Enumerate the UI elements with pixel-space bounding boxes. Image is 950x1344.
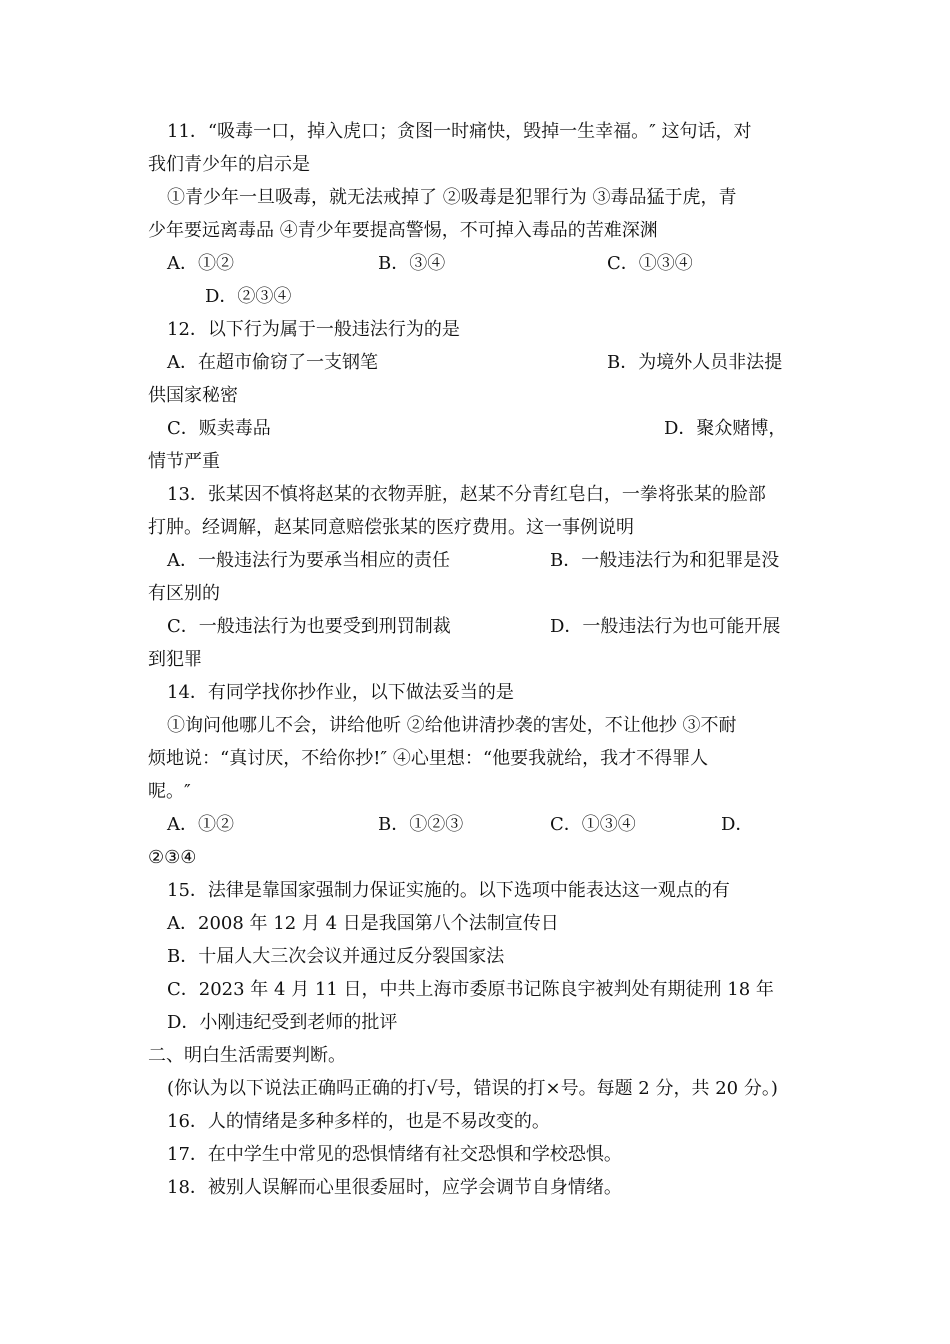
q14-statements-line1: ①询问他哪儿不会，讲给他听 ②给他讲清抄袭的害处，不让他抄 ③不耐 bbox=[167, 715, 737, 736]
q12-option-b-line1: B．为境外人员非法提 bbox=[607, 352, 783, 373]
section2-heading: 二、明白生活需要判断。 bbox=[148, 1045, 346, 1066]
q13-option-d-line2: 到犯罪 bbox=[148, 649, 202, 670]
q15-option-a: A．2008 年 12 月 4 日是我国第八个法制宣传日 bbox=[167, 913, 559, 934]
q13-option-b-line2: 有区别的 bbox=[148, 583, 220, 604]
q15-option-b: B．十届人大三次会议并通过反分裂国家法 bbox=[167, 946, 505, 967]
q14-stem: 14．有同学找你抄作业，以下做法妥当的是 bbox=[167, 682, 514, 703]
q13-stem-line1: 13．张某因不慎将赵某的衣物弄脏，赵某不分青红皂白，一拳将张某的脸部 bbox=[167, 484, 766, 505]
q12-option-c: C．贩卖毒品 bbox=[167, 418, 271, 439]
q16-statement: 16．人的情绪是多种多样的，也是不易改变的。 bbox=[167, 1111, 550, 1132]
q12-option-b-line2: 供国家秘密 bbox=[148, 385, 238, 406]
q11-statements-line1: ①青少年一旦吸毒，就无法戒掉了 ②吸毒是犯罪行为 ③毒品猛于虎，青 bbox=[167, 187, 737, 208]
q13-option-a: A．一般违法行为要承当相应的责任 bbox=[167, 550, 450, 571]
q14-option-c: C．①③④ bbox=[550, 814, 636, 835]
q18-statement: 18．被别人误解而心里很委屈时，应学会调节自身情绪。 bbox=[167, 1177, 622, 1198]
q11-option-b: B．③④ bbox=[378, 253, 446, 274]
q15-stem: 15．法律是靠国家强制力保证实施的。以下选项中能表达这一观点的有 bbox=[167, 880, 730, 901]
q14-statements-line3: 呢。″ bbox=[148, 781, 191, 802]
q13-option-b-line1: B．一般违法行为和犯罪是没 bbox=[550, 550, 780, 571]
q11-option-a: A．①② bbox=[167, 253, 234, 274]
q12-option-d-line1: D．聚众赌博， bbox=[664, 418, 787, 439]
q12-stem: 12．以下行为属于一般违法行为的是 bbox=[167, 319, 460, 340]
q13-option-d-line1: D．一般违法行为也可能开展 bbox=[550, 616, 781, 637]
q14-option-d-line1: D． bbox=[721, 814, 754, 835]
q11-stem-line2: 我们青少年的启示是 bbox=[148, 154, 310, 175]
q12-option-d-line2: 情节严重 bbox=[148, 451, 220, 472]
q15-option-c: C．2023 年 4 月 11 日，中共上海市委原书记陈良宇被判处有期徒刑 18 年 bbox=[167, 979, 774, 1000]
q13-stem-line2: 打肿。经调解，赵某同意赔偿张某的医疗费用。这一事例说明 bbox=[148, 517, 634, 538]
q12-option-a: A．在超市偷窃了一支钢笔 bbox=[167, 352, 378, 373]
q14-option-a: A．①② bbox=[167, 814, 234, 835]
q14-statements-line2: 烦地说：“真讨厌，不给你抄!″ ④心里想：“他要我就给，我才不得罪人 bbox=[148, 748, 709, 769]
q14-option-b: B．①②③ bbox=[378, 814, 464, 835]
section2-instruction: (你认为以下说法正确吗正确的打√号，错误的打×号。每题 2 分，共 20 分。) bbox=[167, 1078, 778, 1099]
q11-stem-line1: 11．“吸毒一口，掉入虎口；贪图一时痛快，毁掉一生幸福。″ 这句话，对 bbox=[167, 121, 752, 142]
q11-option-d: D．②③④ bbox=[205, 286, 292, 307]
q11-statements-line2: 少年要远离毒品 ④青少年要提高警惕，不可掉入毒品的苦难深渊 bbox=[148, 220, 658, 241]
q15-option-d: D．小刚违纪受到老师的批评 bbox=[167, 1012, 398, 1033]
q13-option-c: C．一般违法行为也要受到刑罚制裁 bbox=[167, 616, 451, 637]
q11-option-c: C．①③④ bbox=[607, 253, 693, 274]
q14-option-d-line2: ②③④ bbox=[148, 847, 197, 868]
q17-statement: 17．在中学生中常见的恐惧情绪有社交恐惧和学校恐惧。 bbox=[167, 1144, 622, 1165]
